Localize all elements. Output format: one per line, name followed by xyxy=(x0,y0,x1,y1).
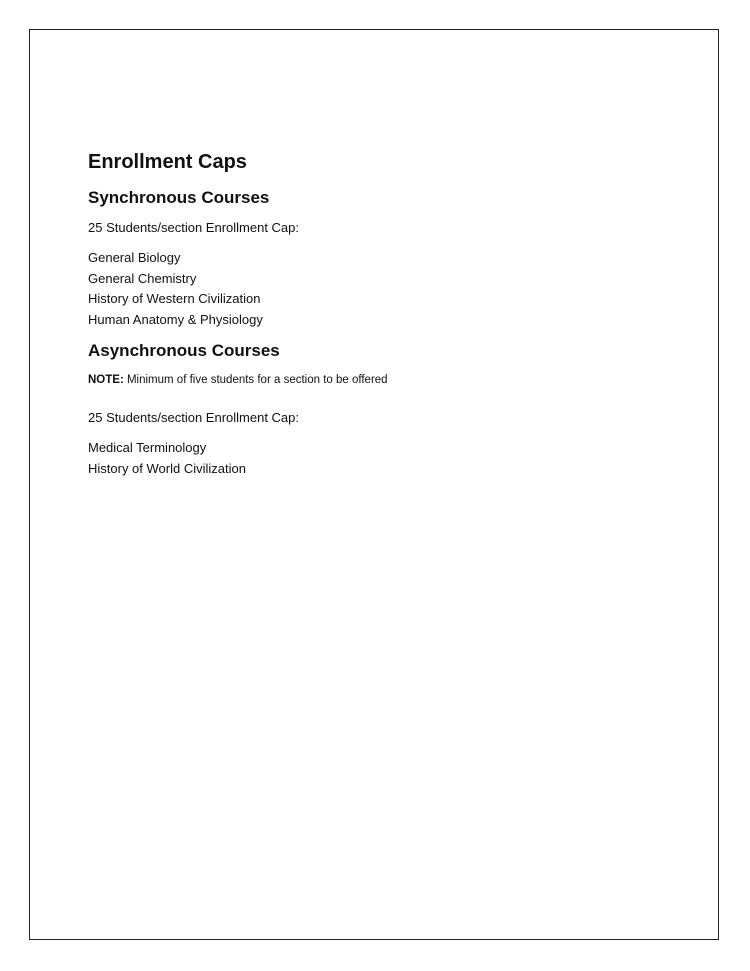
page-title: Enrollment Caps xyxy=(88,151,247,173)
asynchronous-heading: Asynchronous Courses xyxy=(88,341,280,361)
document-page xyxy=(29,29,719,940)
list-item: History of Western Civilization xyxy=(88,291,261,307)
note-text: Minimum of five students for a section to be offered xyxy=(123,374,388,387)
asynchronous-cap-text: 25 Students/section Enrollment Cap: xyxy=(88,410,300,426)
synchronous-course-list xyxy=(88,248,648,330)
asynchronous-note xyxy=(88,372,648,388)
list-item: General Biology xyxy=(88,250,181,265)
list-item: General Chemistry xyxy=(88,270,197,286)
synchronous-cap-text: 25 Students/section Enrollment Cap: xyxy=(88,220,300,235)
list-item: Medical Terminology xyxy=(88,440,207,456)
synchronous-heading: Synchronous Courses xyxy=(88,188,270,207)
document-content xyxy=(88,149,648,490)
asynchronous-course-list xyxy=(88,438,648,479)
list-item: History of World Civilization xyxy=(88,460,246,476)
note-label: NOTE: xyxy=(88,374,124,387)
list-item: Human Anatomy & Physiology xyxy=(88,311,263,327)
